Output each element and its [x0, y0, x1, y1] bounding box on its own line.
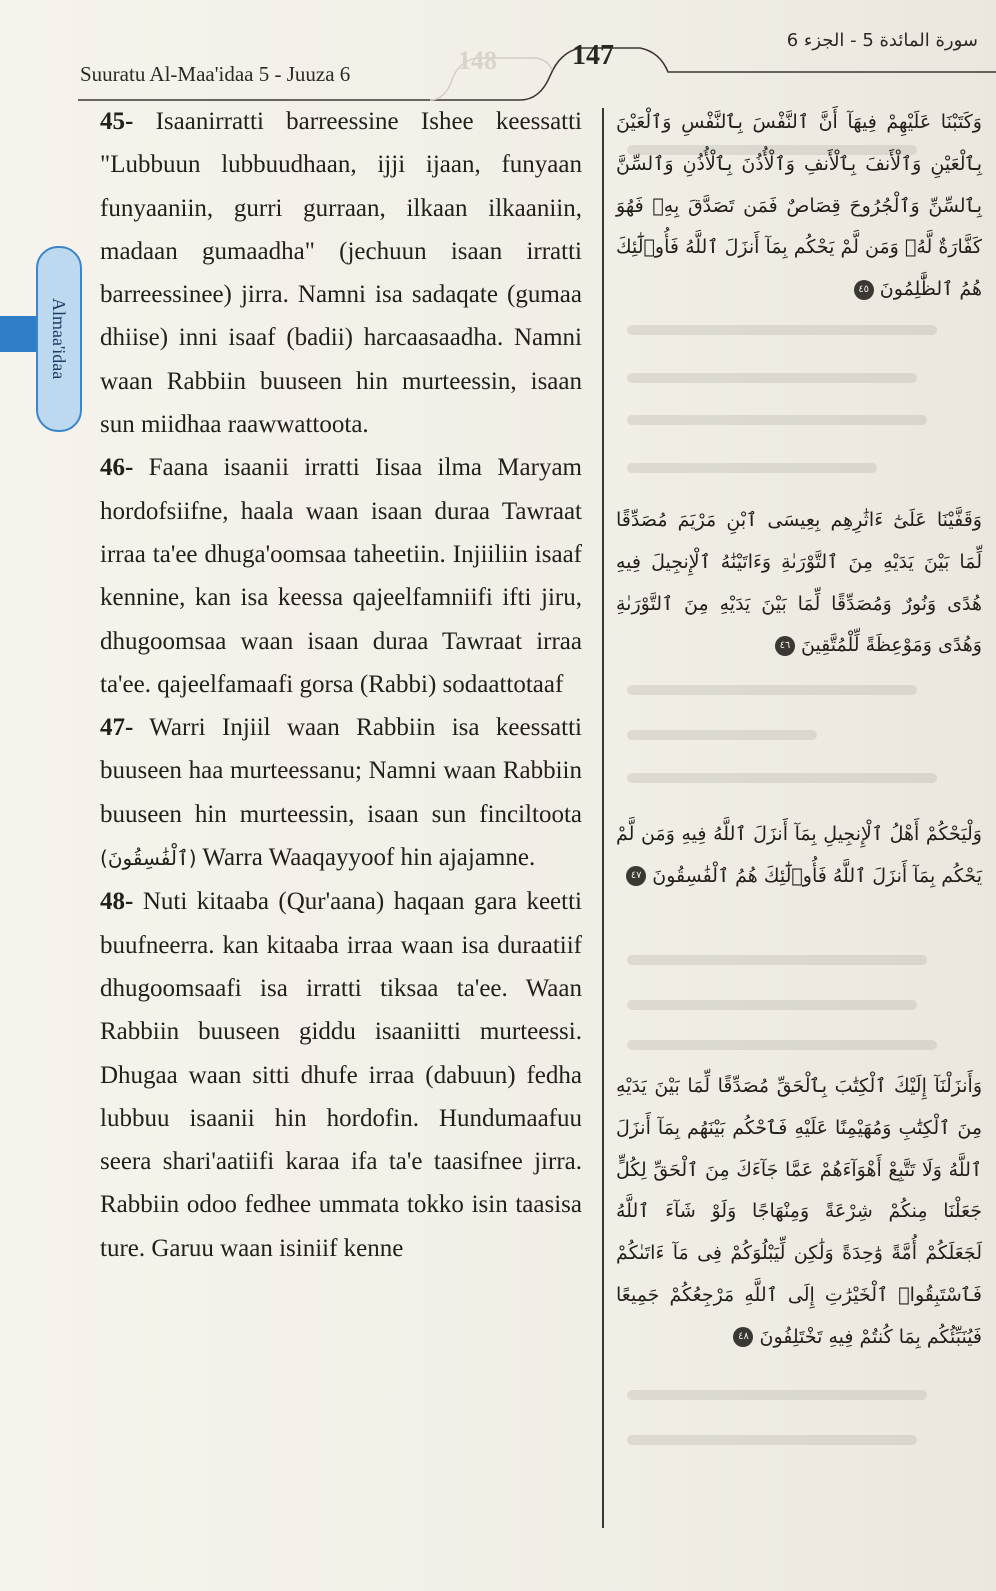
verse-46-translation: [100, 446, 582, 706]
verse-number: 48-: [100, 888, 134, 916]
verse-47-translation: [100, 706, 582, 880]
verse-47-arabic: [616, 814, 982, 898]
arabic-verse-text: وَأَنزَلْنَآ إِلَيْكَ ٱلْكِتَٰبَ بِٱلْحَقِّ مُصَدِّقًا لِّمَا بَيْنَ يَدَيْهِ مِنَ ٱلْكِتَٰبِ وَمُهَيْمِنًا عَلَيْهِ فَٱحْكُم بَيْنَهُم بِمَآ أَنزَلَ ٱللَّهُ وَلَا تَتَّبِعْ أَهْوَآءَهُمْ عَمَّا جَآءَكَ مِنَ ٱلْحَقِّ لِكُلٍّ جَعَلْنَا مِنكُمْ شِرْعَةً وَمِنْهَاجًا وَلَوْ شَآءَ ٱللَّهُ لَجَعَلَكُمْ أُمَّةً وَٰحِدَةً وَلَٰكِن لِّيَبْلُوَكُمْ فِى مَآ ءَاتَىٰكُمْ فَٱسْتَبِقُوا۟ ٱلْخَيْرَٰتِ إِلَى ٱللَّهِ مَرْجِعُكُمْ جَمِيعًا فَيُنَبِّئُكُم بِمَا كُنتُمْ فِيهِ تَخْتَلِفُونَ: [616, 1075, 982, 1348]
surah-title-arabic: سورة المائدة 5 - الجزء 6: [786, 30, 978, 51]
verse-end-marker: ٤٥: [854, 280, 874, 300]
verse-45-translation: [100, 100, 582, 446]
verse-text: Faana isaanii irratti Iisaa ilma Maryam hordofsiifne, haala waan isaan duraa Tawraat irraa ta'ee dhuga'oomsaa taheetiin. Injiiliin isaaf kennine, kan isa keessa qajeelfamniifi ifti jiru, dhugoomsaa waan isaan duraa Tawraat irraa ta'ee. qajeelfamaafi gorsa (Rabbi) sodaattotaaf: [100, 454, 582, 698]
header-rule: [0, 0, 996, 110]
verse-end-marker: ٤٦: [775, 636, 795, 656]
verse-end-marker: ٤٨: [733, 1327, 753, 1347]
arabic-verse-text: وَكَتَبْنَا عَلَيْهِمْ فِيهَآ أَنَّ ٱلنَّفْسَ بِٱلنَّفْسِ وَٱلْعَيْنَ بِٱلْعَيْنِ وَٱلْأَنفَ بِٱلْأَنفِ وَٱلْأُذُنَ بِٱلْأُذُنِ وَٱلسِّنَّ بِٱلسِّنِّ وَٱلْجُرُوحَ قِصَاصٌ فَمَن تَصَدَّقَ بِهِۦ فَهُوَ كَفَّارَةٌ لَّهُۥ وَمَن لَّمْ يَحْكُم بِمَآ أَنزَلَ ٱللَّهُ فَأُو۟لَٰٓئِكَ هُمُ ٱلظَّٰلِمُونَ: [616, 111, 982, 301]
arabic-verse-text: وَقَفَّيْنَا عَلَىٰٓ ءَاثَٰرِهِم بِعِيسَى ٱبْنِ مَرْيَمَ مُصَدِّقًا لِّمَا بَيْنَ يَدَيْهِ مِنَ ٱلتَّوْرَىٰةِ وَءَاتَيْنَٰهُ ٱلْإِنجِيلَ فِيهِ هُدًى وَنُورٌ وَمُصَدِّقًا لِّمَا بَيْنَ يَدَيْهِ مِنَ ٱلتَّوْرَىٰةِ وَهُدًى وَمَوْعِظَةً لِّلْمُتَّقِينَ: [616, 509, 982, 657]
arabic-verse-text: وَلْيَحْكُمْ أَهْلُ ٱلْإِنجِيلِ بِمَآ أَنزَلَ ٱللَّهُ فِيهِ وَمَن لَّمْ يَحْكُم بِمَآ أَنزَلَ ٱللَّهُ فَأُو۟لَٰٓئِكَ هُمُ ٱلْفَٰسِقُونَ: [616, 823, 982, 887]
verse-end-marker: ٤٧: [626, 866, 646, 886]
verse-number: 46-: [100, 454, 134, 482]
verse-number: 47-: [100, 714, 134, 742]
column-divider: [602, 108, 604, 1528]
verse-text-continued: Warra Waaqayyoof hin ajajamne.: [202, 844, 536, 872]
verse-text: Nuti kitaaba (Qur'aana) haqaan gara keetti buufneerra. kan kitaaba irraa waan isa duraatiif dhugoomsaafi isa irratti tiksaa ta'ee. Waan Rabbiin buuseen giddu isaaniitti murteessi. Dhugaa waan sitti dhufe irraa (dabuun) fedha lubbuu isaanii hin hordofin. Hundumaafuu seera shari'aatiifi karaa ifa ta'e taasifnee jirra. Rabbiin odoo fedhee ummata tokko isin taasisa ture. Garuu waan isiniif kenne: [100, 888, 582, 1262]
verse-48-arabic: [616, 1066, 982, 1359]
page-number: 147: [572, 40, 614, 71]
verse-number: 45-: [100, 108, 134, 135]
arabic-term: (ٱلْفَٰسِقُونَ): [100, 846, 197, 871]
surah-title-latin: Suuratu Al-Maa'idaa 5 - Juuza 6: [80, 62, 351, 86]
verse-text: Isaanirratti barreessine Ishee keessatti "Lubbuun lubbuudhaan, ijji ijaan, funyaan funyaaniin, gurri gurraan, ilkaan ilkaaniin, madaan gumaadha" (jechuun isaan irratti barreessinee) jirra. Namni isa sadaqate (gumaa dhiise) inni isaaf (badii) harcaasaadha. Namni waan Rabbiin buuseen hin murteessin, isaan sun miidhaa raawwattoota.: [100, 108, 582, 439]
verse-46-arabic: [616, 500, 982, 667]
bleed-page-number: 148: [458, 46, 497, 75]
translation-column: [100, 100, 582, 1270]
verse-48-translation: [100, 880, 582, 1270]
verse-45-arabic: [616, 102, 982, 311]
thumb-index-label: Almaa'idaa: [49, 298, 69, 380]
verse-text: Warri Injiil waan Rabbiin isa keessatti buuseen haa murteessanu; Namni waan Rabbiin buuseen hin murteessin, isaan sun finciltoota: [100, 714, 582, 828]
